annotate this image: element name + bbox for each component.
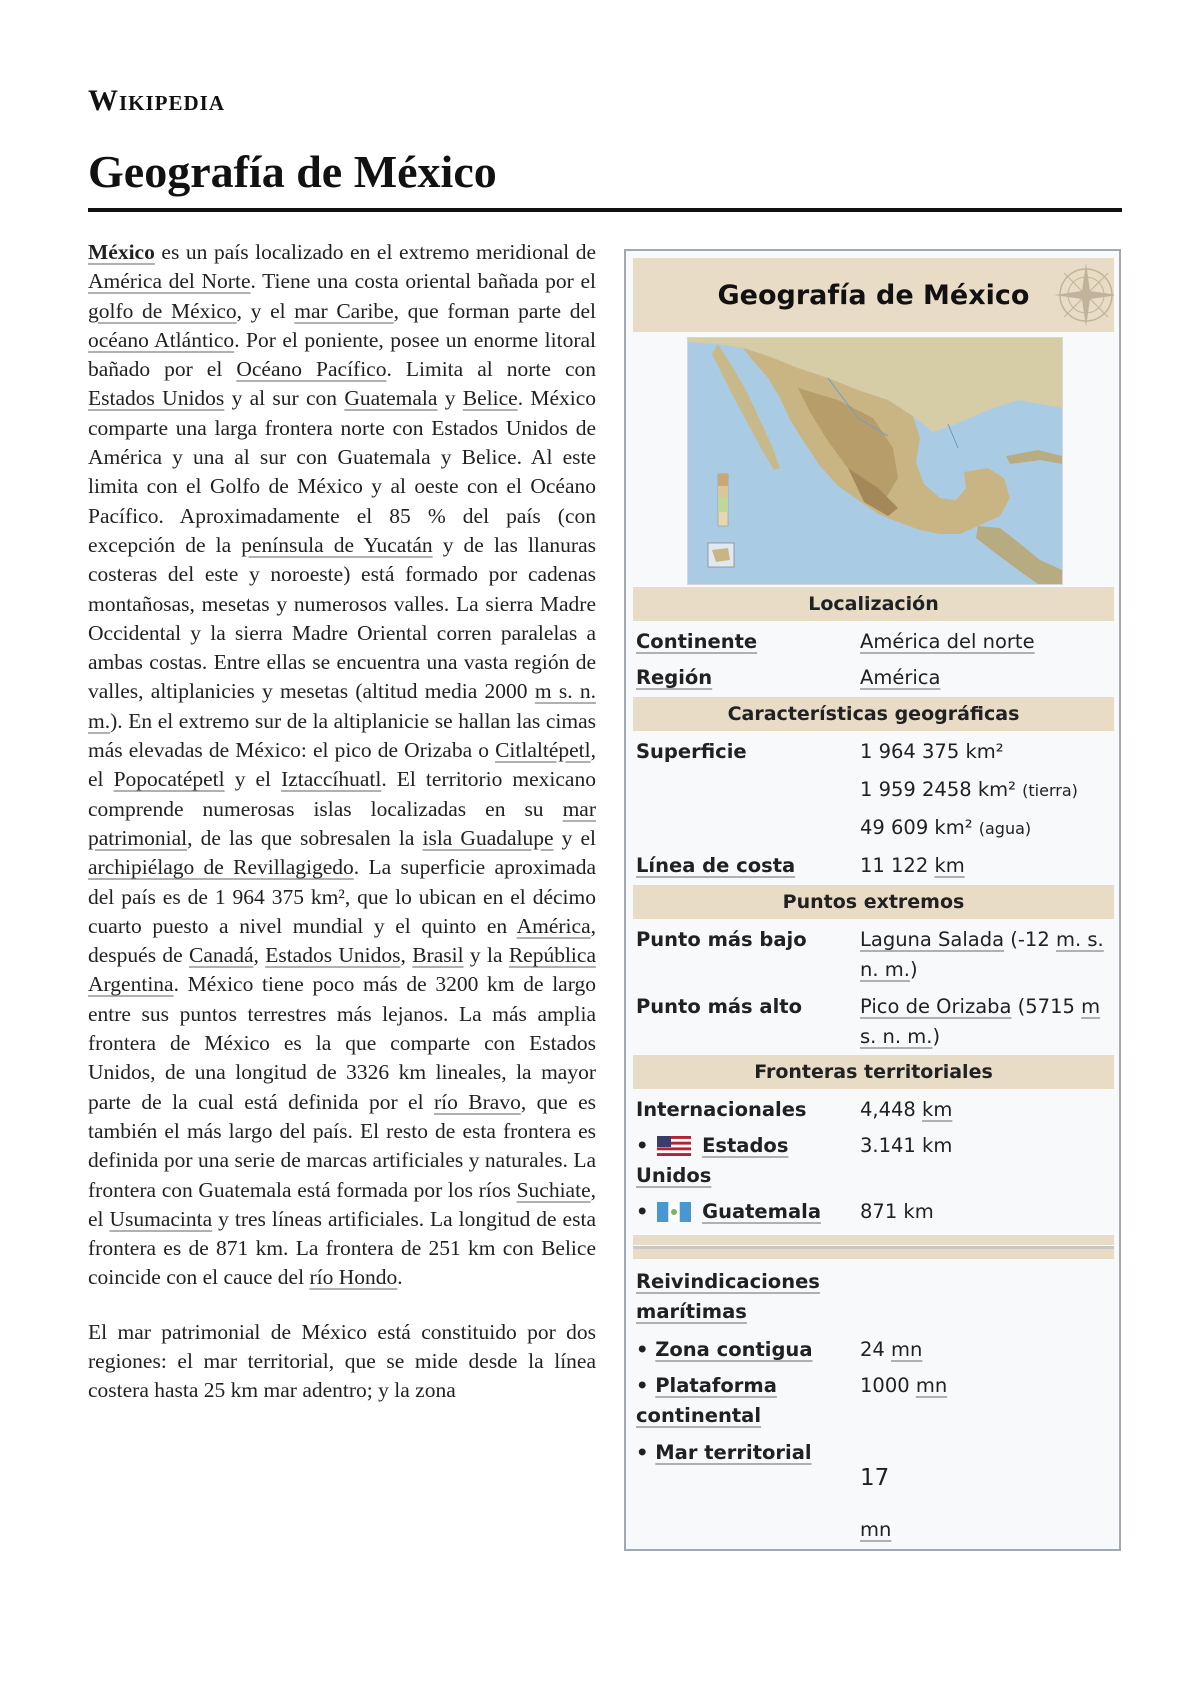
- costa-unit[interactable]: km: [934, 854, 965, 877]
- infobox-title-bar: [633, 258, 1114, 332]
- article-text: , y el: [236, 298, 295, 323]
- continente-label[interactable]: Continente: [636, 630, 758, 653]
- article-link[interactable]: isla Guadalupe: [422, 825, 554, 850]
- punto-bajo-place[interactable]: Laguna Salada: [860, 928, 1005, 951]
- punto-alto-unit[interactable]: m s. n. m.: [860, 995, 1101, 1048]
- mar-territorial-link[interactable]: Mar territorial: [655, 1441, 812, 1464]
- article-link[interactable]: océano Atlántico: [88, 327, 235, 352]
- punto-bajo-unit[interactable]: m. s. n. m.: [860, 928, 1104, 981]
- estados-unidos-value: 3.141 km: [860, 1134, 953, 1157]
- article-link[interactable]: República Argentina: [88, 943, 596, 997]
- region-value[interactable]: América: [860, 666, 941, 689]
- article-link[interactable]: Iztaccíhuatl: [281, 767, 382, 792]
- article-text: ). En el extremo sur de la altiplanicie se hallan las cimas más elevadas de México: el pico de Orizaba o: [88, 708, 596, 763]
- superficie-value: 1 964 375 km²: [860, 740, 1004, 763]
- guatemala-value: 871 km: [860, 1200, 934, 1223]
- article-text: .: [397, 1265, 403, 1290]
- article-text: y el: [553, 825, 596, 850]
- article-link[interactable]: América: [516, 913, 591, 938]
- punto-bajo-label: Punto más bajo: [636, 928, 807, 951]
- article-text: , el: [88, 738, 596, 792]
- article-text: , después de: [88, 913, 596, 968]
- article-text: , el: [88, 1177, 596, 1231]
- superficie-label: Superficie: [636, 740, 747, 763]
- section-divider: [633, 1235, 1114, 1259]
- punto-alto-num: (5715: [1011, 995, 1082, 1018]
- article-text: . México tiene poco más de 3200 km de largo entre sus puntos terrestres más lejanos. La más amplia frontera de México es la que comparte con Estados Unidos, de una longitud de 3326 km lineales, la mayor parte de la cual está definida por el: [88, 972, 596, 1114]
- section-puntos-extremos: Puntos extremos: [633, 885, 1114, 919]
- section-fronteras: Fronteras territoriales: [633, 1055, 1114, 1089]
- mar-territorial-num: 17: [860, 1465, 890, 1491]
- bullet: •: [636, 1134, 649, 1157]
- article-link[interactable]: Usumacinta: [109, 1206, 213, 1231]
- article-link[interactable]: Citlaltépetl: [495, 738, 591, 763]
- article-link[interactable]: América del Norte: [88, 269, 251, 294]
- article-link[interactable]: Suchiate: [516, 1177, 591, 1202]
- section-caracteristicas: Características geográficas: [633, 697, 1114, 731]
- tierra-value: 1 959 2458 km²: [860, 778, 1016, 801]
- article-link[interactable]: archipiélago de Revillagigedo: [88, 855, 354, 880]
- bullet: •: [636, 1200, 649, 1223]
- article-link[interactable]: Estados Unidos: [88, 386, 225, 411]
- article-text: y de las llanuras costeras del este y noroeste) está formado por cadenas montañosas, mesetas y numerosos valles. La sierra Madre Occidental y la sierra Madre Oriental corren paralelas a ambas costas. Entre ellas se encuentra una vasta región de valles, altiplanicies y mesetas (altitud media 2000: [88, 532, 596, 704]
- article-link[interactable]: mar patrimonial: [88, 796, 596, 850]
- article-text: es un país localizado en el extremo meridional de: [154, 240, 596, 264]
- plataforma-link[interactable]: Plataforma continental: [636, 1374, 777, 1427]
- mexico-relief-map: [687, 337, 1063, 585]
- article-text: y al sur con: [224, 386, 345, 411]
- wikipedia-logo[interactable]: Wikipedia: [88, 84, 226, 117]
- estados-unidos-link[interactable]: Estados Unidos: [636, 1134, 789, 1187]
- article-link[interactable]: golfo de México: [88, 298, 237, 323]
- agua-note: (agua): [978, 819, 1032, 838]
- punto-alto-close: ): [932, 1025, 941, 1048]
- compass-rose-icon: [1034, 258, 1114, 332]
- article-link[interactable]: Canadá: [189, 943, 254, 968]
- article-text: y el: [224, 767, 282, 792]
- punto-bajo-close: ): [909, 958, 918, 981]
- article-link[interactable]: mar Caribe: [294, 298, 394, 323]
- article-text: . Por el poniente, posee un enorme litoral bañado por el: [88, 327, 596, 382]
- section-localizacion: Localización: [633, 587, 1114, 621]
- plataforma-unit[interactable]: mn: [915, 1374, 948, 1397]
- mar-territorial-unit[interactable]: mn: [860, 1518, 892, 1541]
- punto-alto-label: Punto más alto: [636, 995, 802, 1018]
- bullet: •: [636, 1441, 649, 1464]
- usa-flag-icon: [657, 1136, 691, 1156]
- tierra-note: (tierra): [1022, 781, 1078, 800]
- article-text: . Tiene una costa oriental bañada por el: [250, 269, 596, 294]
- reivindicaciones-label[interactable]: Reivindicaciones marítimas: [636, 1270, 820, 1323]
- article-link[interactable]: península de Yucatán: [241, 532, 433, 557]
- infobox-title: Geografía de México: [717, 279, 1030, 311]
- costa-label[interactable]: Línea de costa: [636, 854, 796, 877]
- region-label[interactable]: Región: [636, 666, 713, 689]
- punto-alto-place[interactable]: Pico de Orizaba: [860, 995, 1012, 1018]
- costa-num: 11 122: [860, 854, 935, 877]
- article-paragraph-2: El mar patrimonial de México está constituido por dos regiones: el mar territorial, que se mide desde la línea costera hasta 25 km mar adentro; y la zona: [88, 1319, 596, 1403]
- article-text: . La superficie aproximada del país es de 1 964 375 km², que lo ubican en el décimo cuarto puesto a nivel mundial y el quinto en: [88, 855, 597, 938]
- article-text: y: [437, 386, 463, 411]
- plataforma-num: 1000: [860, 1374, 916, 1397]
- article-link[interactable]: Popocatépetl: [113, 767, 225, 792]
- page-title: Geografía de México: [88, 146, 497, 197]
- guatemala-flag-icon: [657, 1202, 691, 1222]
- article-text: . El territorio mexicano comprende numerosas islas localizadas en su: [88, 767, 596, 821]
- zona-contigua-num: 24: [860, 1338, 892, 1361]
- article-link[interactable]: Guatemala: [344, 386, 438, 411]
- article-paragraph-1: [88, 238, 596, 1293]
- article-link[interactable]: río Bravo: [433, 1089, 521, 1114]
- continente-value[interactable]: América del norte: [860, 630, 1035, 653]
- title-divider: [88, 208, 1122, 212]
- article-text: . México comparte una larga frontera norte con Estados Unidos de América y una al sur con Guatemala y Belice. Al este limita con el Golfo de México y al oeste con el Océano Pacífico. Aproximadamente el 85 % del país (con excepción de la: [88, 386, 597, 557]
- agua-value: 49 609 km²: [860, 816, 973, 839]
- punto-bajo-num: (-12: [1004, 928, 1056, 951]
- article-link[interactable]: m s. n. m.: [88, 679, 597, 733]
- article-link[interactable]: Belice: [462, 386, 518, 411]
- article-text: . Limita al norte con: [386, 357, 596, 382]
- infobox: [624, 249, 1121, 1551]
- article-link[interactable]: Brasil: [412, 943, 464, 968]
- zona-contigua-unit[interactable]: mn: [891, 1338, 923, 1361]
- article-text: ,: [253, 943, 266, 968]
- guatemala-link[interactable]: Guatemala: [702, 1200, 821, 1223]
- article-link[interactable]: Estados Unidos: [265, 943, 401, 968]
- internacionales-num: 4,448: [860, 1098, 923, 1121]
- bullet: •: [636, 1338, 649, 1361]
- article-link[interactable]: México: [88, 240, 155, 264]
- internacionales-unit[interactable]: km: [922, 1098, 953, 1121]
- article-body: [88, 238, 596, 1431]
- article-link[interactable]: Océano Pacífico: [236, 357, 387, 382]
- article-text: , que es también el más largo del país. El resto de esta frontera es definida por una serie de marcas artificiales y naturales. La frontera con Guatemala está formada por los ríos: [88, 1089, 596, 1202]
- article-text: , de las que sobresalen la: [187, 825, 423, 850]
- article-text: y la: [463, 943, 509, 968]
- internacionales-label: Internacionales: [636, 1098, 807, 1121]
- article-link[interactable]: río Hondo: [309, 1265, 398, 1290]
- article-text: ,: [400, 943, 413, 968]
- bullet: •: [636, 1374, 649, 1397]
- zona-contigua-link[interactable]: Zona contigua: [655, 1338, 813, 1361]
- article-text: , que forman parte del: [393, 298, 596, 323]
- article-text: y tres líneas artificiales. La longitud de esta frontera es de 871 km. La frontera de 251 km con Belice coincide con el cauce del: [88, 1206, 596, 1290]
